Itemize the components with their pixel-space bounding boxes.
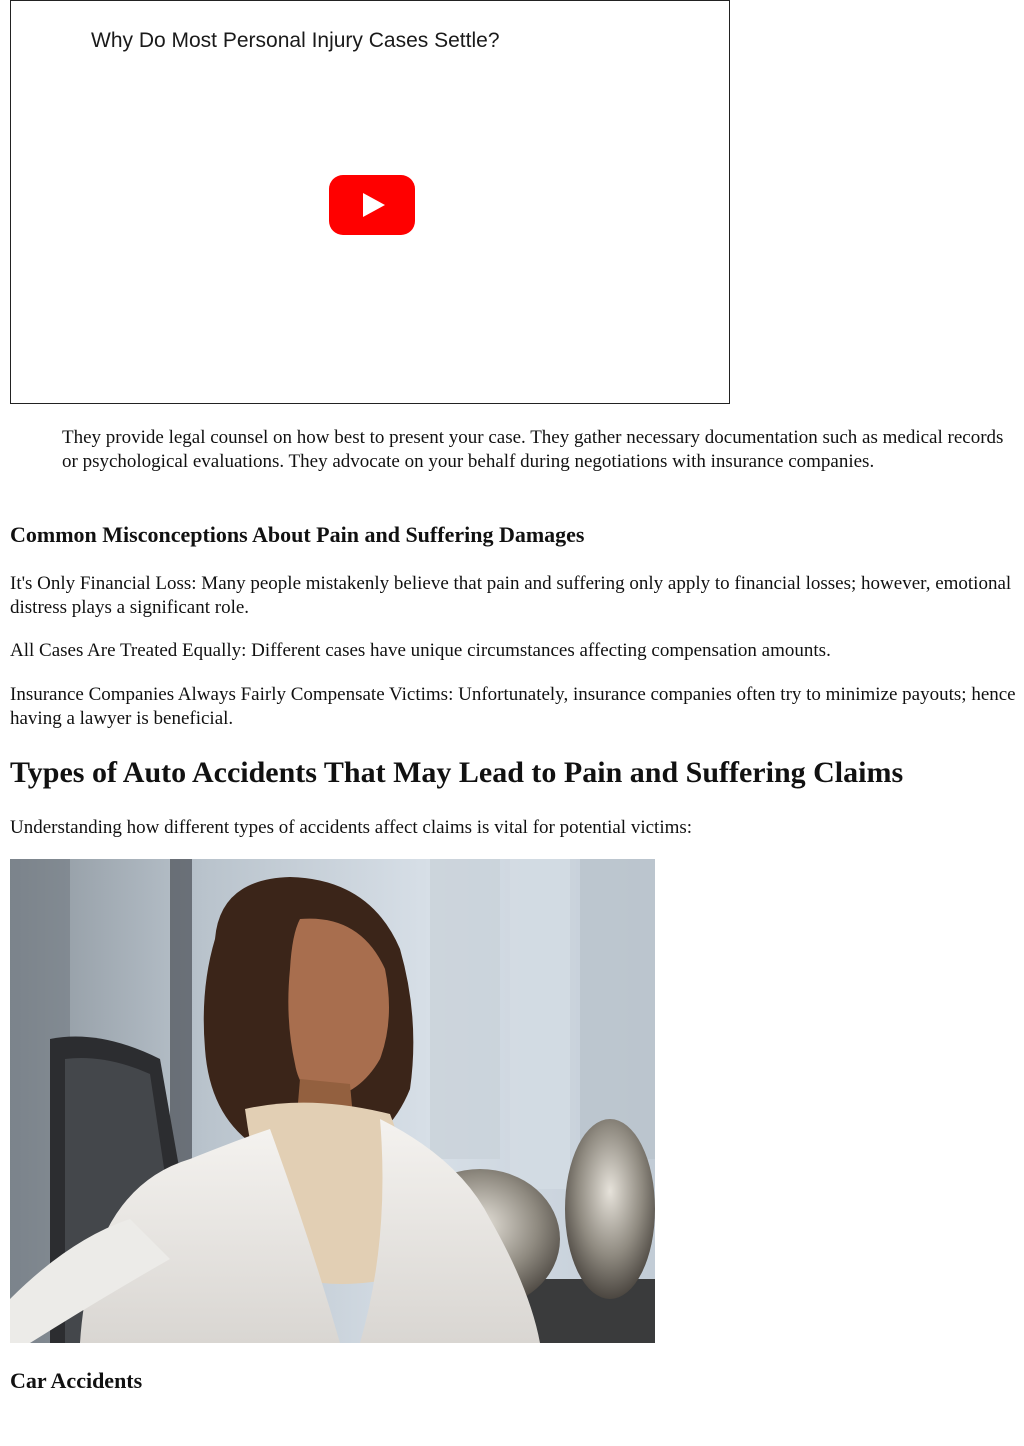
video-title: Why Do Most Personal Injury Cases Settle? — [91, 29, 500, 52]
misconception-paragraph-3: Insurance Companies Always Fairly Compensate Victims: Unfortunately, insurance companies often try to minimize payouts; hence having a lawyer is beneficial. — [10, 684, 1016, 729]
misconceptions-heading: Common Misconceptions About Pain and Suffering Damages — [10, 522, 585, 547]
misconception-paragraph-2: All Cases Are Treated Equally: Different cases have unique circumstances affecting compensation amounts. — [10, 640, 831, 661]
youtube-play-icon[interactable] — [329, 175, 415, 235]
video-embed[interactable] — [10, 0, 730, 404]
woman-in-white-blazer-photo — [10, 859, 655, 1343]
misconception-paragraph-1: It's Only Financial Loss: Many people mistakenly believe that pain and suffering only apply to financial losses; however, emotional distress plays a significant role. — [10, 573, 1012, 618]
car-accidents-heading: Car Accidents — [10, 1368, 143, 1393]
types-heading: Types of Auto Accidents That May Lead to Pain and Suffering Claims — [10, 756, 904, 789]
types-intro-paragraph: Understanding how different types of accidents affect claims is vital for potential victims: — [10, 817, 693, 838]
intro-paragraph: They provide legal counsel on how best to present your case. They gather necessary documentation such as medical records or psychological evaluations. They advocate on your behalf during negotiations with insurance companies. — [62, 427, 1004, 472]
